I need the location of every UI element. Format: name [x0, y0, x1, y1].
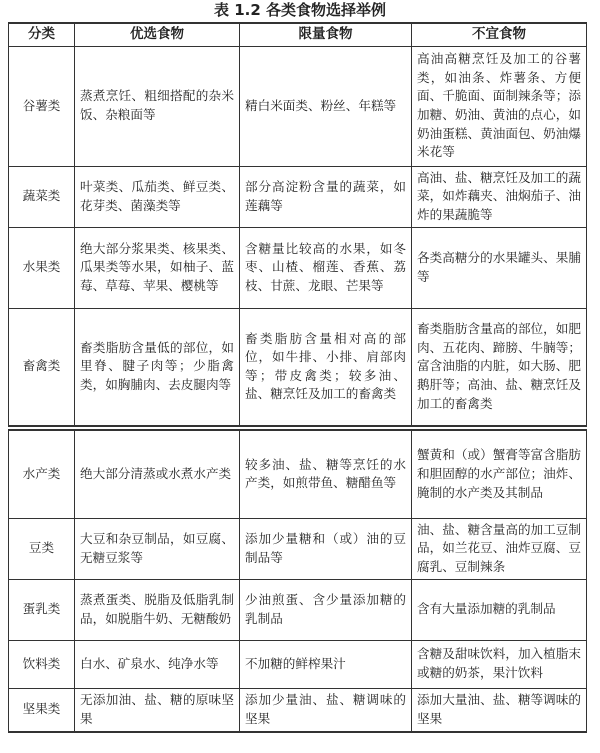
table-row — [9, 227, 587, 308]
table-row — [9, 46, 587, 166]
row-avoid: 添加大量油、盐、糖等调味的坚果 — [412, 688, 587, 732]
table-row — [9, 579, 587, 640]
row-limited: 较多油、盐、糖等烹饪的水产类，如煎带鱼、糖醋鱼等 — [240, 430, 412, 518]
row-avoid: 高油、盐、糖烹饪及加工的蔬菜，如炸藕夹、油焖茄子、油炸的果蔬脆等 — [412, 166, 587, 227]
row-preferred: 畜类脂肪含量低的部位，如里脊、腱子肉等；少脂禽类，如胸脯肉、去皮腿肉等 — [75, 308, 240, 426]
row-preferred: 无添加油、盐、糖的原味坚果 — [75, 688, 240, 732]
row-limited: 含糖量比较高的水果，如冬枣、山楂、榴莲、香蕉、荔枝、甘蔗、龙眼、芒果等 — [240, 227, 412, 308]
row-category: 蛋乳类 — [9, 579, 75, 640]
table-row — [9, 518, 587, 579]
row-preferred: 大豆和杂豆制品，如豆腐、无糖豆浆等 — [75, 518, 240, 579]
table-title: 表 1.2 各类食物选择举例 — [213, 1, 387, 19]
row-limited: 部分高淀粉含量的蔬菜，如莲藕等 — [240, 166, 412, 227]
row-category: 豆类 — [9, 518, 75, 579]
table-row — [9, 640, 587, 688]
row-category: 饮料类 — [9, 640, 75, 688]
header-avoid: 不宜食物 — [412, 23, 587, 46]
row-limited: 少油煎蛋、含少量添加糖的乳制品 — [240, 579, 412, 640]
table-row — [9, 688, 587, 732]
row-preferred: 蒸煮烹饪、粗细搭配的杂米饭、杂粮面等 — [75, 46, 240, 166]
row-avoid: 含有大量添加糖的乳制品 — [412, 579, 587, 640]
row-category: 谷薯类 — [9, 46, 75, 166]
row-limited: 不加糖的鲜榨果汁 — [240, 640, 412, 688]
header-row — [9, 23, 587, 46]
row-category: 畜禽类 — [9, 308, 75, 426]
header-preferred: 优选食物 — [75, 23, 240, 46]
header-limited: 限量食物 — [240, 23, 412, 46]
row-avoid: 高油高糖烹饪及加工的谷薯类，如油条、炸薯条、方便面、千脆面、面制辣条等；添加糖、奶油、黄油的点心，如奶油蛋糕、黄油面包、奶油爆米花等 — [412, 46, 587, 166]
row-preferred: 叶菜类、瓜茄类、鲜豆类、花芽类、菌藻类等 — [75, 166, 240, 227]
row-limited: 添加少量糖和（或）油的豆制品等 — [240, 518, 412, 579]
row-limited: 精白米面类、粉丝、年糕等 — [240, 46, 412, 166]
row-limited: 畜类脂肪含量相对高的部位，如牛排、小排、肩部肉等；带皮禽类；较多油、盐、糖烹饪及加工的畜禽类 — [240, 308, 412, 426]
food-table-part-2 — [8, 429, 587, 733]
row-preferred: 绝大部分清蒸或水煮水产类 — [75, 430, 240, 518]
row-avoid: 油、盐、糖含量高的加工豆制品，如兰花豆、油炸豆腐、豆腐乳、豆制辣条 — [412, 518, 587, 579]
row-avoid: 畜类脂肪含量高的部位，如肥肉、五花肉、蹄膀、牛腩等；富含油脂的内脏，如大肠、肥鹅肝等；高油、盐、糖烹饪及加工的畜禽类 — [412, 308, 587, 426]
row-preferred: 白水、矿泉水、纯净水等 — [75, 640, 240, 688]
row-category: 水果类 — [9, 227, 75, 308]
row-preferred: 蒸煮蛋类、脱脂及低脂乳制品，如脱脂牛奶、无糖酸奶 — [75, 579, 240, 640]
row-category: 蔬菜类 — [9, 166, 75, 227]
row-category: 坚果类 — [9, 688, 75, 732]
row-avoid: 蟹黄和（或）蟹膏等富含脂肪和胆固醇的水产部位；油炸、腌制的水产类及其制品 — [412, 430, 587, 518]
table-row — [9, 308, 587, 426]
header-category: 分类 — [9, 23, 75, 46]
table-row — [9, 430, 587, 518]
row-preferred: 绝大部分浆果类、核果类、瓜果类等水果，如柚子、蓝莓、草莓、苹果、樱桃等 — [75, 227, 240, 308]
food-table-part-1 — [8, 22, 587, 427]
table-row — [9, 166, 587, 227]
row-category: 水产类 — [9, 430, 75, 518]
row-avoid: 各类高糖分的水果罐头、果脯等 — [412, 227, 587, 308]
row-avoid: 含糖及甜味饮料，加入植脂末或糖的奶茶，果汁饮料 — [412, 640, 587, 688]
row-limited: 添加少量油、盐、糖调味的坚果 — [240, 688, 412, 732]
